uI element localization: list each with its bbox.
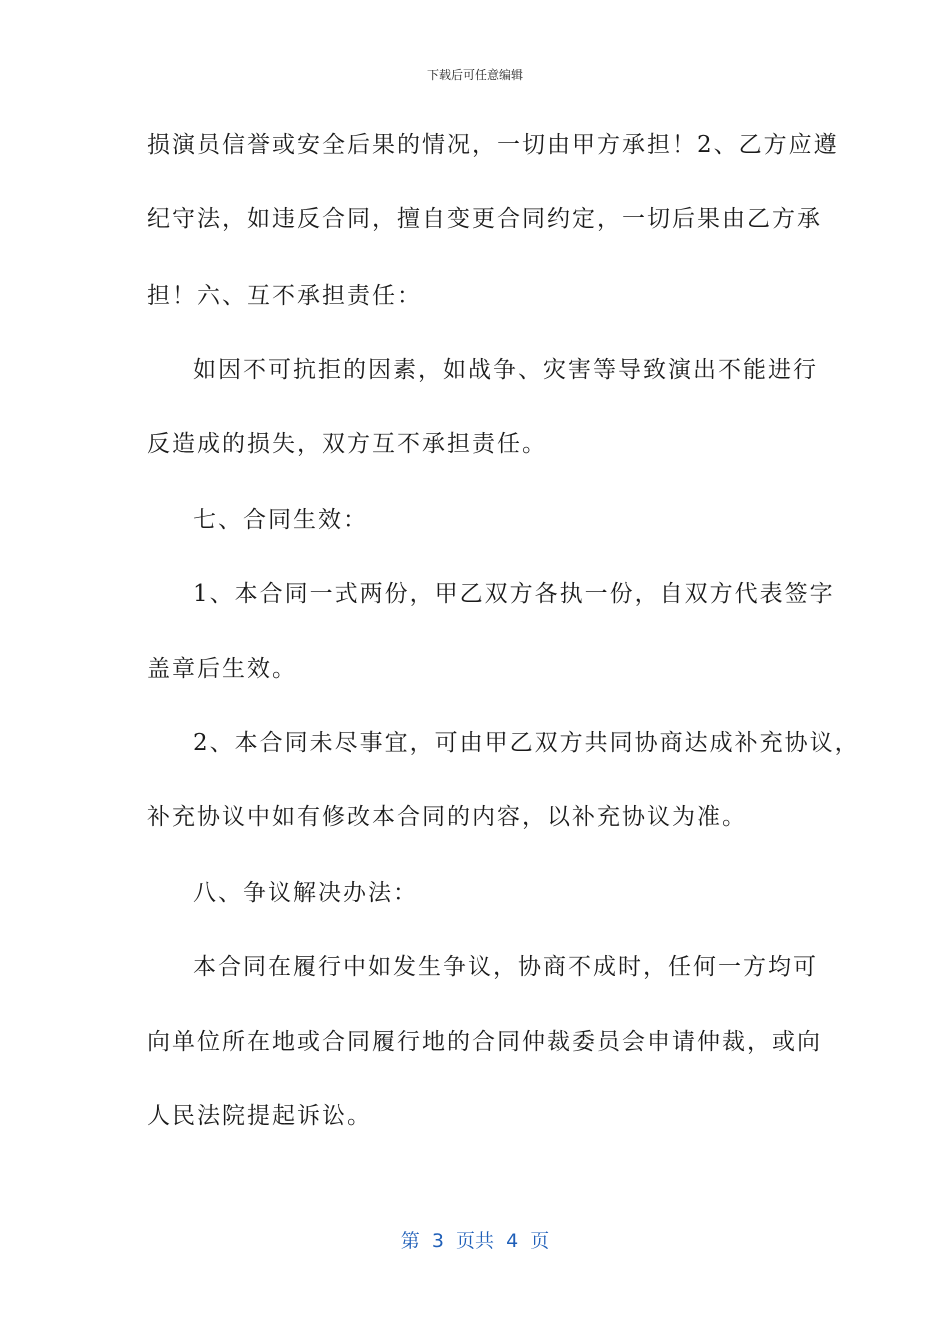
text-line-4: 如因不可抗拒的因素，如战争、灾害等导致演出不能进行	[193, 357, 818, 383]
text-line-3: 担！六、互不承担责任：	[147, 283, 422, 309]
section-heading-7: 七、合同生效：	[193, 507, 368, 533]
text-line-7: 1、本合同一式两份，甲乙双方各执一份，自双方代表签字	[193, 581, 835, 607]
page-number-footer: 第 3 页共 4 页	[400, 1230, 550, 1252]
text-line-12: 本合同在履行中如发生争议，协商不成时，任何一方均可	[193, 954, 818, 980]
text-line-8: 盖章后生效。	[147, 656, 297, 682]
text-line-14: 人民法院提起诉讼。	[147, 1103, 372, 1129]
text-line-9: 2、本合同未尽事宜，可由甲乙双方共同协商达成补充协议，	[193, 730, 860, 756]
page-header-note: 下载后可任意编辑	[426, 68, 523, 82]
section-heading-8: 八、争议解决办法：	[193, 880, 418, 906]
text-line-10: 补充协议中如有修改本合同的内容，以补充协议为准。	[147, 804, 747, 830]
text-line-1: 损演员信誉或安全后果的情况，一切由甲方承担！2、乙方应遵	[147, 132, 839, 158]
text-line-5: 反造成的损失，双方互不承担责任。	[147, 431, 547, 457]
text-line-2: 纪守法，如违反合同，擅自变更合同约定，一切后果由乙方承	[147, 206, 822, 232]
text-line-13: 向单位所在地或合同履行地的合同仲裁委员会申请仲裁，或向	[147, 1029, 822, 1055]
